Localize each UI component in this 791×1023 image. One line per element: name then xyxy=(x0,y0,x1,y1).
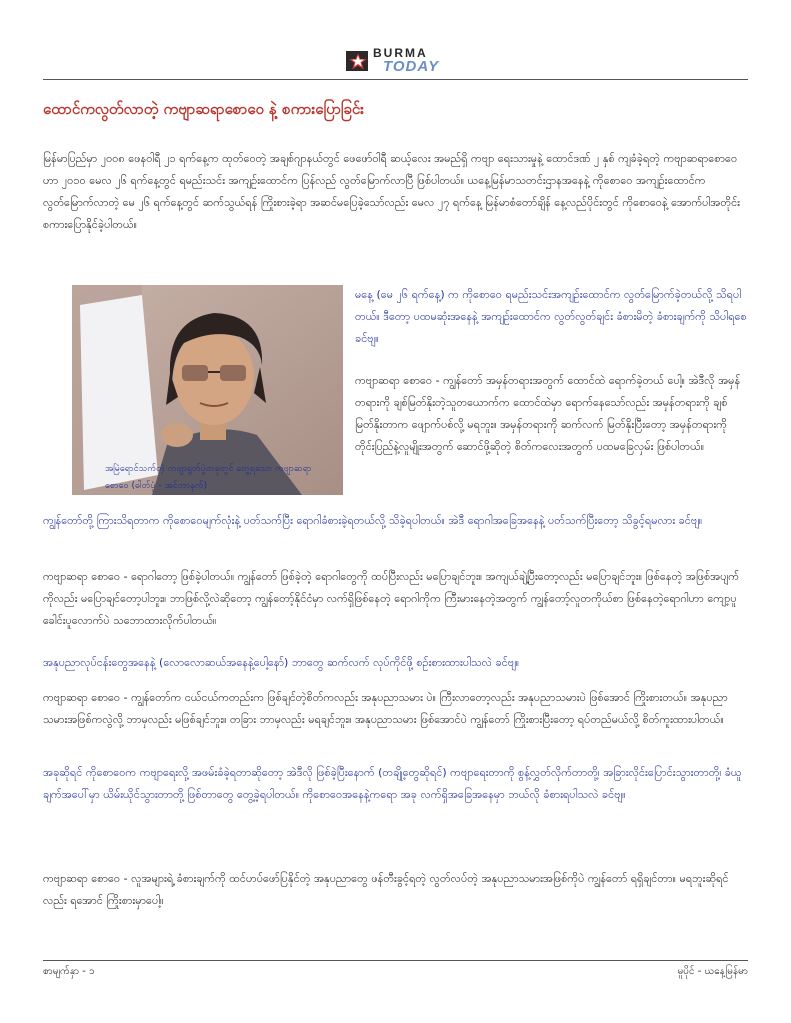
photo-caption: အမြဲရောင်သက်တဲ့ ကဗျာရွတ်ပွဲတခုတွင် တွေ့ရသော ကဗျာဆရာ စောဝေ (ဓါတ်ပုံ - အင်တာနက်) xyxy=(105,464,312,491)
burma-today-logo xyxy=(345,46,445,78)
logo-text-today: TODAY xyxy=(383,58,440,75)
header-divider xyxy=(43,79,748,80)
logo-text-burma: BURMA xyxy=(373,46,428,60)
intro-paragraph: မြန်မာပြည်မှာ ၂၀၀၈ ဖေနဝါရီ ၂၁ ရက်နေ့က ထုတ်ဝေတဲ့ အချစ်ဂျာနယ်တွင် ဖေဖော်ဝါရီ ဆယ့်လေး အမည်ရှိ ကဗျာ ရေးသားမှုနဲ့ ထောင်ဒဏ် ၂ နှစ် ကျခံခဲ့ရတဲ့ ကဗျာဆရာစောဝေဟာ ၂၀၁၀ မေလ ၂၆ ရက်နေ့တွင် ရမည်းသင်း အကျဉ်းထောင်က ပြန်လည် လွတ်မြောက်လာပြီ ဖြစ်ပါတယ်။ ယနေ့မြန်မာသတင်းဌာနအနေနဲ့ ကိုစောဝေ အကျဉ်းထောင်က လွတ်မြောက်လာတဲ့ မေ ၂၆ ရက်နေ့တွင် ဆက်သွယ်ရန် ကြိုးစားခဲ့ရာ အဆင်မပြေခဲ့သော်လည်း မေလ ၂၇ ရက်နေ့ မြန်မာစံတော်ချိန် နေ့လည်ပိုင်းတွင် ကိုစောဝေနဲ့ အောက်ပါအတိုင်း စကားပြောနိုင်ခဲ့ပါတယ်။ xyxy=(43,152,740,231)
copyright-notice: မူပိုင် - ယနေ့မြန်မာ xyxy=(677,966,748,977)
answer-1: ကဗျာဆရာ စောဝေ - ကျွန်တော် အမှန်တရားအတွက် ထောင်ထဲ ရောက်ခဲ့တယ် ပေါ့။ အဲဒီလို အမှန်တရားကို ချစ်မြတ်နိုးတဲ့သူတယောက်က ထောင်ထဲမှာ ရောက်နေသော်လည်း အမှန်တရားကို ချစ်မြတ်နိုးတာက ဖျောက်ပစ်လို့ မရဘူး။ အမှန်တရားကို ဆက်လက် မြတ်နိုးပြီးတော့ အမှန်တရားကို တိုင်းပြည်နဲ့လူမျိုးအတွက် ဆောင်ဖို့ဆိုတဲ့ စိတ်ကလေးအတွက် ပထမခြေလှမ်း ဖြစ်ပါတယ်။ xyxy=(355,374,741,453)
star-logo-icon xyxy=(345,48,371,74)
question-3: အနုပညာလုပ်ငန်းတွေအနေနဲ့ (လောလောဆယ်အနေနဲ့ပေါ့နော်) ဘာတွေ ဆက်လက် လုပ်ကိုင်ဖို့ စဉ်းစားထားပါသလဲ ခင်ဗျ။ xyxy=(43,656,520,669)
footer-divider xyxy=(43,960,748,961)
question-2: ကျွန်တော်တို့ ကြားသိရတာက ကိုစောဝေမျက်လုံးနဲ့ ပတ်သက်ပြီး ရောဂါခံစားခဲ့ရတယ်လို့ သိခဲ့ရပါတယ်။ အဲဒီ ရောဂါအခြေအနေနဲ့ ပတ်သက်ပြီးတော့ သိခွင့်ရမလား ခင်ဗျ။ xyxy=(43,514,703,527)
article-title: ထောင်ကလွတ်လာတဲ့ ကဗျာဆရာစောဝေ နဲ့ စကားပြောခြင်း xyxy=(43,100,364,118)
page-number: စာမျက်နှာ - ၁ xyxy=(43,966,95,977)
answer-4: ကဗျာဆရာ စောဝေ - လူအများရဲ့ ခံစားချက်ကို ထင်ဟပ်ဖော်ပြနိုင်တဲ့ အနုပညာတွေ ဖန်တီးခွင့်ရတဲ့ လွတ်လပ်တဲ့ အနုပညာသမားအဖြစ်ကိုပဲ ကျွန်တော် ရရှိချင်တာ။ မရဘူးဆိုရင်လည်း ရအောင် ကြိုးစားမှာပေါ့။ xyxy=(43,872,729,907)
answer-3: ကဗျာဆရာ စောဝေ - ကျွန်တော်က ငယ်ငယ်ကတည်းက ဖြစ်ချင်တဲ့စိတ်ကလည်း အနုပညာသမား ပဲ။ ကြီးလာတော့လည်း အနုပညာသမားပဲ ဖြစ်အောင် ကြိုးစားတယ်။ အနုပညာသမားအဖြစ်ကလွဲလို့ ဘာမှလည်း မဖြစ်ချင်ဘူး။ တခြား ဘာမှလည်း မရချင်ဘူး။ အနုပညာသမား ဖြစ်အောင်ပဲ ကျွန်တော် ကြိုးစားပြီးတော့ ရပ်တည်မယ်လို့ စိတ်ကူးထားပါတယ်။ xyxy=(43,691,728,726)
question-4: အခုဆိုရင် ကိုစောဝေက ကဗျာရေးလို့ အဖမ်းခံခဲ့ရတာဆိုတော့ အဲဒီလို ဖြစ်ခဲ့ပြီးနောက် (တချို့တွေဆိုရင်) ကဗျာရေးတာကို စွန့်လွှတ်လိုက်တာတို့၊ အခြားလိုင်းပြောင်းသွားတာတို့၊ ခံယူချက်အပေါ်မှာ ယိမ်းယိုင်သွားတာတို့ ဖြစ်တာတွေ တွေ့ခဲ့ရပါတယ်။ ကိုစောဝေအနေနဲ့ကရော အခု လက်ရှိအခြေအနေမှာ ဘယ်လို ခံစားရပါသလဲ ခင်ဗျ။ xyxy=(43,766,742,801)
question-1: မနေ့ (မေ ၂၆ ရက်နေ့) က ကိုစောဝေ ရမည်းသင်းအကျဉ်းထောင်က လွတ်မြောက်ခဲ့တယ်လို့ သိရပါတယ်။ ဒီတော့ ပထမဆုံးအနေနဲ့ အကျဉ်းထောင်က လွတ်လွတ်ချင်း ခံစားမိတဲ့ ခံစားချက်ကို သိပါရစေ ခင်ဗျ။ xyxy=(355,288,747,345)
answer-2: ကဗျာဆရာ စောဝေ - ရောဂါတော့ ဖြစ်ခဲ့ပါတယ်။ ကျွန်တော် ဖြစ်ခဲ့တဲ့ ရောဂါတွေကို ထပ်ပြီးလည်း မပြောချင်ဘူး။ အကျယ်ချဲ့ပြီးတော့လည်း မပြောချင်ဘူး။ ဖြစ်နေတဲ့ အဖြစ်အပျက်ကိုလည်း မပြောချင်တော့ပါဘူး။ ဘာဖြစ်လို့လဲဆိုတော့ ကျွန်တော့်နိုင်ငံမှာ လက်ရှိဖြစ်နေတဲ့ ရောဂါကိုက ကြီးမားနေတဲ့အတွက် ကျွန်တော့်လူတကိုယ်စာ ဖြစ်နေတဲ့ရောဂါဟာ ကျော့ပူခေါင်းပူလောက်ပဲ သဘောထားလိုက်ပါတယ်။ xyxy=(43,570,740,627)
